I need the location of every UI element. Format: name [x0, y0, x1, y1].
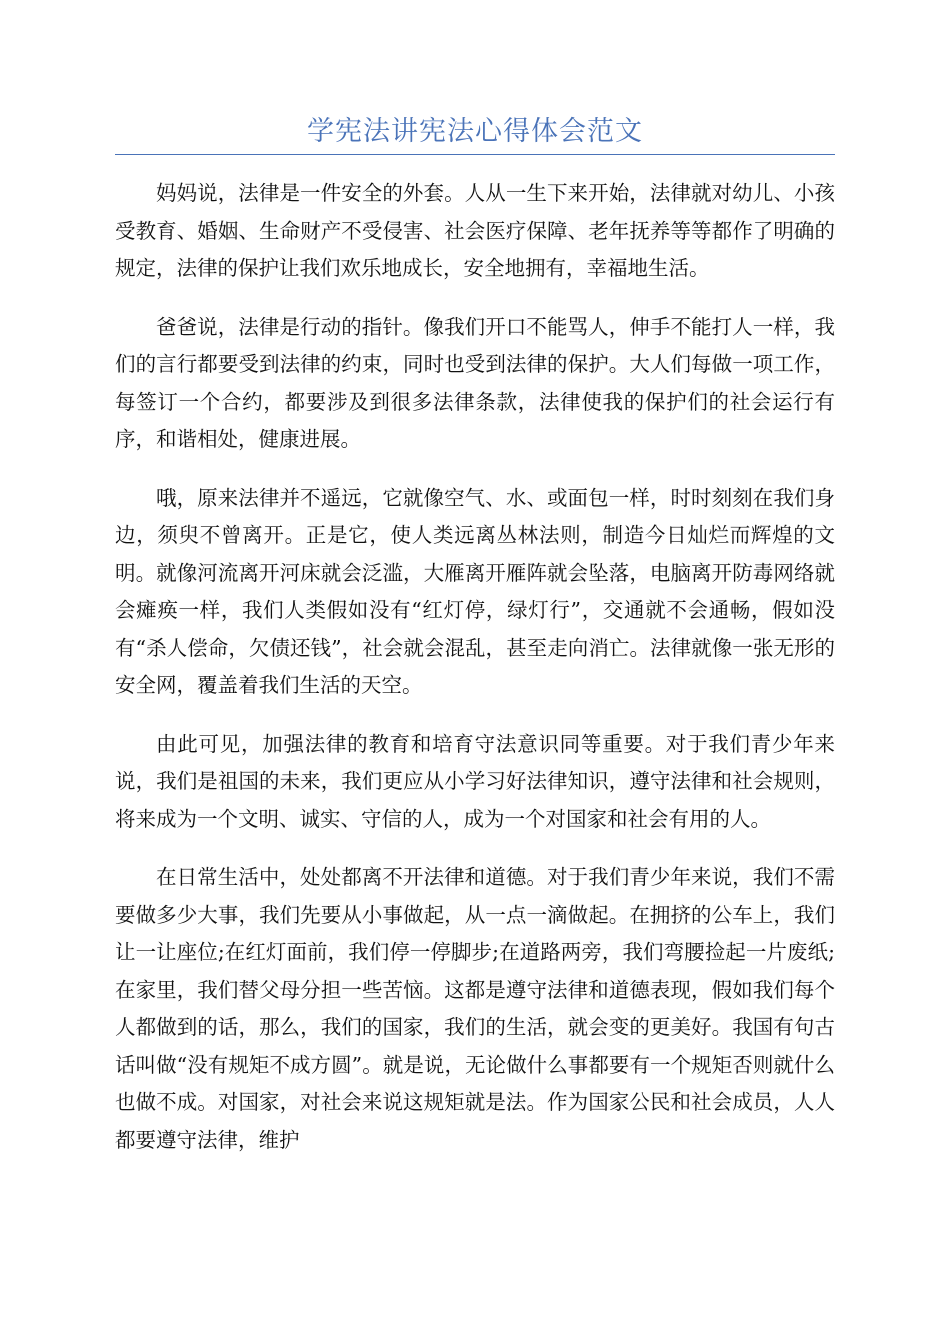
title-underline	[115, 154, 835, 155]
paragraph-3: 哦，原来法律并不遥远，它就像空气、水、或面包一样，时时刻刻在我们身边，须臾不曾离开。正是它，使人类远离丛林法则，制造今日灿烂而辉煌的文明。就像河流离开河床就会泛滥，大雁离开雁阵就会坠落，电脑离开防毒网络就会瘫痪一样，我们人类假如没有“红灯停，绿灯行”，交通就不会通畅，假如没有“杀人偿命，欠债还钱”，社会就会混乱，甚至走向消亡。法律就像一张无形的安全网，覆盖着我们生活的天空。	[115, 485, 835, 697]
paragraph-1: 妈妈说，法律是一件安全的外套。人从一生下来开始，法律就对幼儿、小孩受教育、婚姻、生命财产不受侵害、社会医疗保障、老年抚养等等都作了明确的规定，法律的保护让我们欢乐地成长，安全地拥有，幸福地生活。	[115, 181, 835, 280]
paragraph-5: 在日常生活中，处处都离不开法律和道德。对于我们青少年来说，我们不需要做多少大事，我们先要从小事做起，从一点一滴做起。在拥挤的公车上，我们让一让座位;在红灯面前，我们停一停脚步;在道路两旁，我们弯腰捡起一片废纸;在家里，我们替父母分担一些苦恼。这都是遵守法律和道德表现，假如我们每个人都做到的话，那么，我们的国家，我们的生活，就会变的更美好。我国有句古话叫做“没有规矩不成方圆”。就是说，无论做什么事都要有一个规矩否则就什么也做不成。对国家，对社会来说这规矩就是法。作为国家公民和社会成员，人人都要遵守法律，维护	[115, 865, 835, 1152]
paragraph-2: 爸爸说，法律是行动的指针。像我们开口不能骂人，伸手不能打人一样，我们的言行都要受到法律的约束，同时也受到法律的保护。大人们每做一项工作，每签订一个合约，都要涉及到很多法律条款，法律使我的保护们的社会运行有序，和谐相处，健康进展。	[115, 314, 835, 451]
document-title: 学宪法讲宪法心得体会范文	[307, 116, 643, 147]
paragraph-4: 由此可见，加强法律的教育和培育守法意识同等重要。对于我们青少年来说，我们是祖国的未来，我们更应从小学习好法律知识，遵守法律和社会规则，将来成为一个文明、诚实、守信的人，成为一个对国家和社会有用的人。	[115, 731, 835, 831]
document-body	[115, 175, 835, 1180]
